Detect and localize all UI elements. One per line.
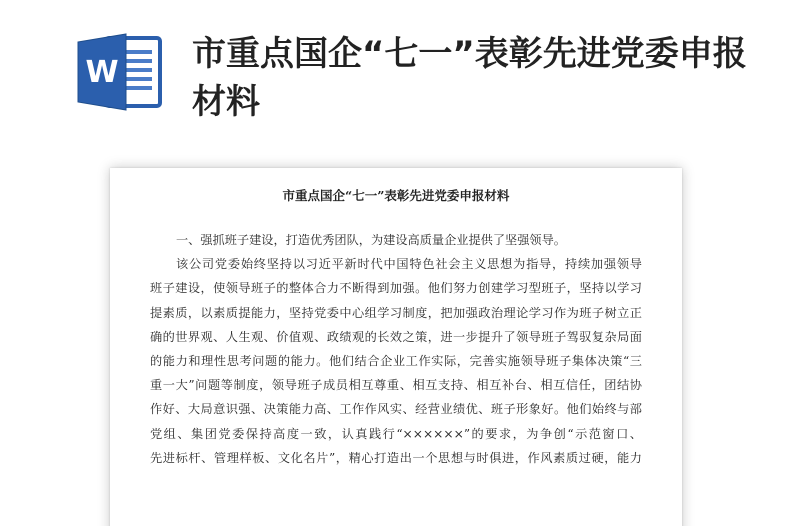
- word-icon-letter: W: [85, 55, 119, 90]
- document-line: 先进标杆、管理样板、文化名片”，精心打造出一个思想与时俱进，作风素质过硬，能力: [150, 450, 642, 465]
- document-line: 一、强抓班子建设，打造优秀团队，为建设高质量企业提供了坚强领导。: [176, 233, 566, 247]
- document-preview: [110, 168, 682, 526]
- document-line: 党组、集团党委保持高度一致，认真践行“××××××”的要求，为争创“示范窗口、: [150, 426, 642, 441]
- document-line: 该公司党委始终坚持以习近平新时代中国特色社会主义思想为指导，持续加强领导: [176, 257, 642, 272]
- document-title: 市重点国企“七一”表彰先进党委申报材料: [282, 188, 510, 203]
- document-line: 重一大”问题等制度，领导班子成员相互尊重、相互支持、相互补台、相互信任，团结协: [150, 378, 642, 393]
- document-line: 班子建设，使领导班子的整体合力不断得到加强。他们努力创建学习型班子，坚持以学习: [150, 281, 642, 296]
- document-line: 提素质，以素质提能力，坚持党委中心组学习制度，把加强政治理论学习作为班子树立正: [150, 305, 642, 320]
- document-line: 的能力和理性思考问题的能力。他们结合企业工作实际，完善实施领导班子集体决策“三: [150, 353, 642, 368]
- document-line: 确的世界观、人生观、价值观、政绩观的长效之策，进一步提升了领导班子驾驭复杂局面: [150, 329, 642, 344]
- word-document-icon: [76, 30, 164, 114]
- document-sheet: [110, 168, 682, 526]
- document-line: 作好、大局意识强、决策能力高、工作作风实、经营业绩优、班子形象好。他们始终与部: [150, 402, 642, 417]
- page-title: 市重点国企“七一”表彰先进党委申报材料: [192, 34, 747, 122]
- document-body: [150, 228, 642, 470]
